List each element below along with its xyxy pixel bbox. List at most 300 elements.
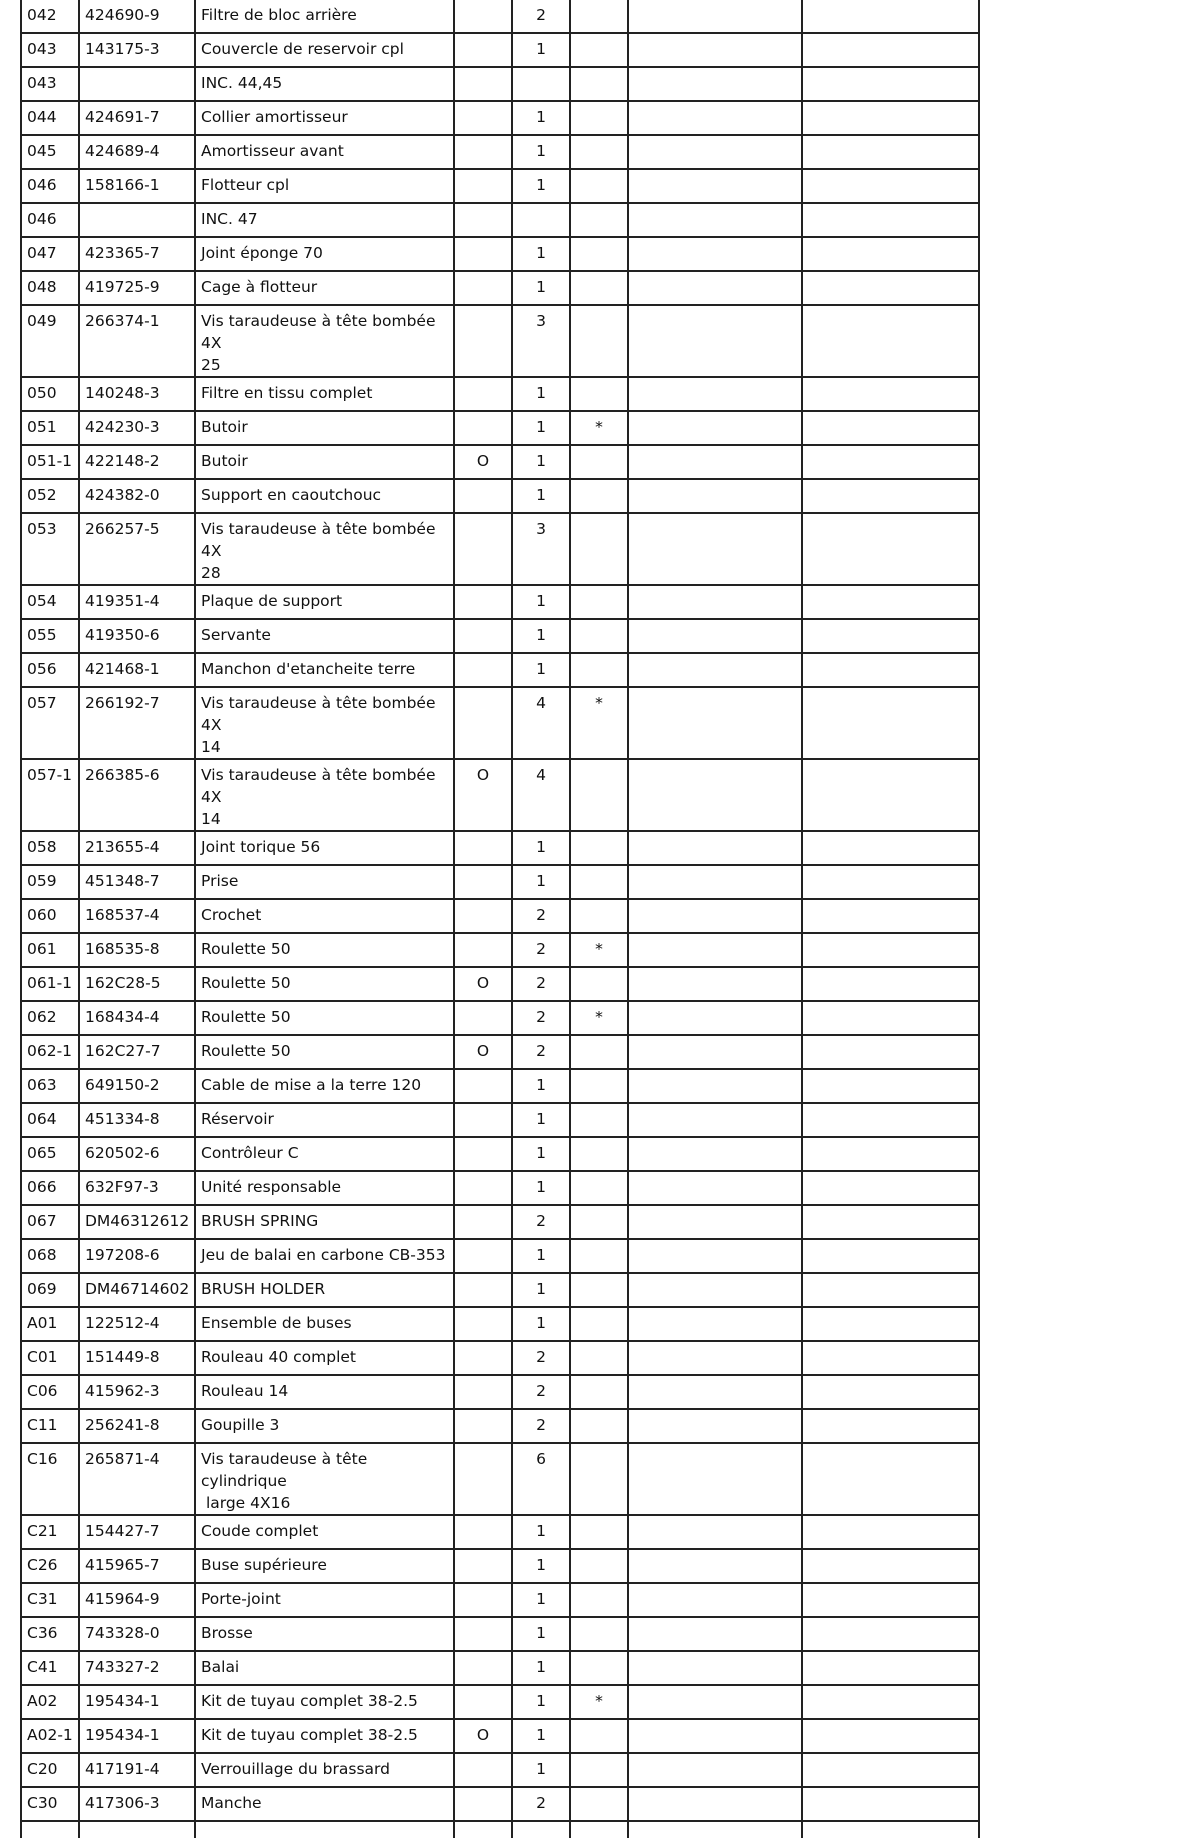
table-row bbox=[21, 1375, 979, 1409]
marker-cell bbox=[570, 101, 628, 135]
empty-cell bbox=[628, 1583, 802, 1617]
table-row-partial bbox=[21, 1821, 979, 1838]
empty-cell bbox=[802, 513, 979, 585]
table-row bbox=[21, 1205, 979, 1239]
empty-cell bbox=[628, 1685, 802, 1719]
quantity-cell: 1 bbox=[512, 445, 570, 479]
description-cell: Joint éponge 70 bbox=[195, 237, 454, 271]
description-cell: Manchon d'etancheite terre bbox=[195, 653, 454, 687]
marker-cell: * bbox=[570, 1685, 628, 1719]
table-row bbox=[21, 271, 979, 305]
empty-cell bbox=[628, 1375, 802, 1409]
marker-cell: * bbox=[570, 687, 628, 759]
marker-cell bbox=[570, 1239, 628, 1273]
description-cell: Vis taraudeuse à tête bombée 4X 14 bbox=[195, 687, 454, 759]
quantity-cell: 2 bbox=[512, 1409, 570, 1443]
empty-cell bbox=[802, 1171, 979, 1205]
quantity-cell: 1 bbox=[512, 1617, 570, 1651]
description-cell: Prise bbox=[195, 865, 454, 899]
table-row bbox=[21, 759, 979, 831]
item-number-cell: C31 bbox=[21, 1583, 79, 1617]
part-number-cell: 168535-8 bbox=[79, 933, 195, 967]
item-number-cell: 046 bbox=[21, 169, 79, 203]
quantity-cell: 6 bbox=[512, 1443, 570, 1515]
option-cell bbox=[454, 0, 512, 33]
quantity-cell: 3 bbox=[512, 305, 570, 377]
table-row bbox=[21, 1273, 979, 1307]
empty-cell bbox=[628, 1787, 802, 1821]
part-number-cell: 743328-0 bbox=[79, 1617, 195, 1651]
option-cell bbox=[454, 479, 512, 513]
item-number-cell: 051-1 bbox=[21, 445, 79, 479]
table-row bbox=[21, 865, 979, 899]
marker-cell bbox=[570, 1549, 628, 1583]
description-cell: Roulette 50 bbox=[195, 1035, 454, 1069]
item-number-cell: 066 bbox=[21, 1171, 79, 1205]
empty-cell bbox=[628, 1103, 802, 1137]
marker-cell: * bbox=[570, 1001, 628, 1035]
part-number-cell: 417191-4 bbox=[79, 1753, 195, 1787]
empty-cell bbox=[628, 1273, 802, 1307]
option-cell bbox=[454, 1617, 512, 1651]
part-number-cell: 168537-4 bbox=[79, 899, 195, 933]
part-number-cell bbox=[79, 203, 195, 237]
part-number-cell: 195434-1 bbox=[79, 1685, 195, 1719]
empty-cell bbox=[802, 687, 979, 759]
part-number-cell: 419725-9 bbox=[79, 271, 195, 305]
option-cell bbox=[454, 1171, 512, 1205]
quantity-cell: 4 bbox=[512, 759, 570, 831]
part-number-cell: 424690-9 bbox=[79, 0, 195, 33]
option-cell: O bbox=[454, 1719, 512, 1753]
empty-cell bbox=[195, 1821, 454, 1838]
empty-cell bbox=[628, 411, 802, 445]
description-cell: Vis taraudeuse à tête bombée 4X 28 bbox=[195, 513, 454, 585]
empty-cell bbox=[802, 1069, 979, 1103]
empty-cell bbox=[628, 585, 802, 619]
option-cell bbox=[454, 513, 512, 585]
option-cell bbox=[454, 101, 512, 135]
empty-cell bbox=[802, 1821, 979, 1838]
empty-cell bbox=[802, 1035, 979, 1069]
part-number-cell: 424689-4 bbox=[79, 135, 195, 169]
quantity-cell: 1 bbox=[512, 1171, 570, 1205]
quantity-cell: 1 bbox=[512, 479, 570, 513]
part-number-cell: 140248-3 bbox=[79, 377, 195, 411]
description-cell: Manche bbox=[195, 1787, 454, 1821]
description-cell: Rouleau 14 bbox=[195, 1375, 454, 1409]
part-number-cell: 415965-7 bbox=[79, 1549, 195, 1583]
item-number-cell: 055 bbox=[21, 619, 79, 653]
marker-cell bbox=[570, 67, 628, 101]
empty-cell bbox=[628, 203, 802, 237]
table-row bbox=[21, 1787, 979, 1821]
option-cell bbox=[454, 1307, 512, 1341]
table-row bbox=[21, 513, 979, 585]
marker-cell bbox=[570, 1375, 628, 1409]
empty-cell bbox=[628, 271, 802, 305]
part-number-cell: DM46312612 bbox=[79, 1205, 195, 1239]
item-number-cell: 057 bbox=[21, 687, 79, 759]
empty-cell bbox=[628, 899, 802, 933]
option-cell bbox=[454, 1753, 512, 1787]
part-number-cell: 632F97-3 bbox=[79, 1171, 195, 1205]
option-cell bbox=[454, 1239, 512, 1273]
table-row bbox=[21, 305, 979, 377]
item-number-cell: 062-1 bbox=[21, 1035, 79, 1069]
table-row bbox=[21, 1651, 979, 1685]
quantity-cell: 1 bbox=[512, 831, 570, 865]
empty-cell bbox=[802, 1341, 979, 1375]
item-number-cell: C41 bbox=[21, 1651, 79, 1685]
option-cell bbox=[454, 271, 512, 305]
quantity-cell: 1 bbox=[512, 411, 570, 445]
item-number-cell: 049 bbox=[21, 305, 79, 377]
empty-cell bbox=[802, 479, 979, 513]
empty-cell bbox=[802, 1617, 979, 1651]
item-number-cell: C36 bbox=[21, 1617, 79, 1651]
quantity-cell: 1 bbox=[512, 585, 570, 619]
table-row bbox=[21, 933, 979, 967]
marker-cell bbox=[570, 0, 628, 33]
description-cell: Balai bbox=[195, 1651, 454, 1685]
quantity-cell: 2 bbox=[512, 0, 570, 33]
table-row bbox=[21, 411, 979, 445]
marker-cell bbox=[570, 1035, 628, 1069]
option-cell bbox=[454, 135, 512, 169]
item-number-cell: 050 bbox=[21, 377, 79, 411]
empty-cell bbox=[802, 585, 979, 619]
option-cell bbox=[454, 203, 512, 237]
table-row bbox=[21, 135, 979, 169]
item-number-cell: 060 bbox=[21, 899, 79, 933]
item-number-cell: 044 bbox=[21, 101, 79, 135]
item-number-cell: 051 bbox=[21, 411, 79, 445]
empty-cell bbox=[802, 33, 979, 67]
option-cell bbox=[454, 67, 512, 101]
empty-cell bbox=[628, 1171, 802, 1205]
option-cell bbox=[454, 1443, 512, 1515]
marker-cell bbox=[570, 619, 628, 653]
item-number-cell: 067 bbox=[21, 1205, 79, 1239]
description-cell: Cable de mise a la terre 120 bbox=[195, 1069, 454, 1103]
description-cell: INC. 44,45 bbox=[195, 67, 454, 101]
part-number-cell: 424230-3 bbox=[79, 411, 195, 445]
description-cell: Roulette 50 bbox=[195, 1001, 454, 1035]
part-number-cell: 162C27-7 bbox=[79, 1035, 195, 1069]
empty-cell bbox=[802, 1719, 979, 1753]
empty-cell bbox=[802, 377, 979, 411]
empty-cell bbox=[802, 1375, 979, 1409]
table-row bbox=[21, 1103, 979, 1137]
option-cell bbox=[454, 1103, 512, 1137]
empty-cell bbox=[802, 1001, 979, 1035]
part-number-cell: 415962-3 bbox=[79, 1375, 195, 1409]
option-cell bbox=[454, 237, 512, 271]
empty-cell bbox=[628, 1719, 802, 1753]
empty-cell bbox=[802, 0, 979, 33]
option-cell bbox=[454, 1651, 512, 1685]
part-number-cell: 143175-3 bbox=[79, 33, 195, 67]
part-number-cell: DM46714602 bbox=[79, 1273, 195, 1307]
marker-cell bbox=[570, 1515, 628, 1549]
quantity-cell: 3 bbox=[512, 513, 570, 585]
quantity-cell: 1 bbox=[512, 33, 570, 67]
empty-cell bbox=[802, 1205, 979, 1239]
marker-cell bbox=[570, 237, 628, 271]
marker-cell bbox=[570, 1137, 628, 1171]
table-row bbox=[21, 1719, 979, 1753]
table-row bbox=[21, 479, 979, 513]
item-number-cell: 057-1 bbox=[21, 759, 79, 831]
quantity-cell bbox=[512, 67, 570, 101]
part-number-cell: 451334-8 bbox=[79, 1103, 195, 1137]
marker-cell bbox=[570, 865, 628, 899]
part-number-cell: 417306-3 bbox=[79, 1787, 195, 1821]
option-cell bbox=[454, 1515, 512, 1549]
empty-cell bbox=[802, 1273, 979, 1307]
description-cell: Verrouillage du brassard bbox=[195, 1753, 454, 1787]
table-row bbox=[21, 67, 979, 101]
empty-cell bbox=[802, 1685, 979, 1719]
empty-cell bbox=[802, 1409, 979, 1443]
description-cell: Porte-joint bbox=[195, 1583, 454, 1617]
table-row bbox=[21, 1617, 979, 1651]
empty-cell bbox=[454, 1821, 512, 1838]
part-number-cell: 195434-1 bbox=[79, 1719, 195, 1753]
marker-cell bbox=[570, 135, 628, 169]
option-cell: O bbox=[454, 1035, 512, 1069]
marker-cell bbox=[570, 653, 628, 687]
option-cell bbox=[454, 1375, 512, 1409]
marker-cell bbox=[570, 1103, 628, 1137]
option-cell bbox=[454, 1205, 512, 1239]
empty-cell bbox=[628, 479, 802, 513]
marker-cell bbox=[570, 1787, 628, 1821]
description-cell: Amortisseur avant bbox=[195, 135, 454, 169]
empty-cell bbox=[79, 1821, 195, 1838]
empty-cell bbox=[628, 305, 802, 377]
part-number-cell: 620502-6 bbox=[79, 1137, 195, 1171]
item-number-cell: A02 bbox=[21, 1685, 79, 1719]
empty-cell bbox=[802, 653, 979, 687]
table-row bbox=[21, 1549, 979, 1583]
part-number-cell: 424691-7 bbox=[79, 101, 195, 135]
description-cell: Cage à flotteur bbox=[195, 271, 454, 305]
part-number-cell: 151449-8 bbox=[79, 1341, 195, 1375]
option-cell bbox=[454, 1137, 512, 1171]
description-cell: BRUSH SPRING bbox=[195, 1205, 454, 1239]
description-cell: Crochet bbox=[195, 899, 454, 933]
part-number-cell: 266374-1 bbox=[79, 305, 195, 377]
option-cell bbox=[454, 1583, 512, 1617]
option-cell bbox=[454, 1273, 512, 1307]
item-number-cell: 065 bbox=[21, 1137, 79, 1171]
item-number-cell: 047 bbox=[21, 237, 79, 271]
table-row bbox=[21, 1443, 979, 1515]
marker-cell bbox=[570, 585, 628, 619]
marker-cell bbox=[570, 1069, 628, 1103]
empty-cell bbox=[802, 67, 979, 101]
option-cell bbox=[454, 585, 512, 619]
part-number-cell: 162C28-5 bbox=[79, 967, 195, 1001]
quantity-cell: 1 bbox=[512, 1549, 570, 1583]
description-cell: Rouleau 40 complet bbox=[195, 1341, 454, 1375]
empty-cell bbox=[802, 1137, 979, 1171]
empty-cell bbox=[628, 653, 802, 687]
table-row bbox=[21, 687, 979, 759]
empty-cell bbox=[628, 445, 802, 479]
item-number-cell: C20 bbox=[21, 1753, 79, 1787]
option-cell bbox=[454, 619, 512, 653]
empty-cell bbox=[802, 1239, 979, 1273]
empty-cell bbox=[802, 1103, 979, 1137]
quantity-cell: 1 bbox=[512, 271, 570, 305]
empty-cell bbox=[628, 933, 802, 967]
description-cell: Brosse bbox=[195, 1617, 454, 1651]
description-cell: BRUSH HOLDER bbox=[195, 1273, 454, 1307]
marker-cell bbox=[570, 831, 628, 865]
empty-cell bbox=[628, 687, 802, 759]
quantity-cell: 1 bbox=[512, 1069, 570, 1103]
marker-cell bbox=[570, 203, 628, 237]
description-cell: INC. 47 bbox=[195, 203, 454, 237]
table-row bbox=[21, 1001, 979, 1035]
option-cell bbox=[454, 1549, 512, 1583]
quantity-cell: 1 bbox=[512, 1273, 570, 1307]
empty-cell bbox=[628, 1307, 802, 1341]
description-cell: Filtre de bloc arrière bbox=[195, 0, 454, 33]
item-number-cell: 054 bbox=[21, 585, 79, 619]
description-cell: Jeu de balai en carbone CB-353 bbox=[195, 1239, 454, 1273]
table-row bbox=[21, 203, 979, 237]
description-cell: Servante bbox=[195, 619, 454, 653]
empty-cell bbox=[628, 831, 802, 865]
description-cell: Vis taraudeuse à tête bombée 4X 14 bbox=[195, 759, 454, 831]
part-number-cell: 266192-7 bbox=[79, 687, 195, 759]
marker-cell bbox=[570, 1273, 628, 1307]
marker-cell bbox=[570, 1753, 628, 1787]
table-row bbox=[21, 169, 979, 203]
empty-cell bbox=[802, 237, 979, 271]
item-number-cell: C06 bbox=[21, 1375, 79, 1409]
description-cell: Goupille 3 bbox=[195, 1409, 454, 1443]
part-number-cell: 451348-7 bbox=[79, 865, 195, 899]
option-cell bbox=[454, 1409, 512, 1443]
description-cell: Réservoir bbox=[195, 1103, 454, 1137]
marker-cell bbox=[570, 1719, 628, 1753]
item-number-cell: A01 bbox=[21, 1307, 79, 1341]
option-cell bbox=[454, 933, 512, 967]
quantity-cell: 1 bbox=[512, 1753, 570, 1787]
marker-cell bbox=[570, 1205, 628, 1239]
quantity-cell: 1 bbox=[512, 1103, 570, 1137]
table-row bbox=[21, 653, 979, 687]
empty-cell bbox=[628, 1001, 802, 1035]
empty-cell bbox=[628, 759, 802, 831]
empty-cell bbox=[628, 1753, 802, 1787]
empty-cell bbox=[512, 1821, 570, 1838]
empty-cell bbox=[802, 831, 979, 865]
description-cell: Ensemble de buses bbox=[195, 1307, 454, 1341]
marker-cell bbox=[570, 1651, 628, 1685]
empty-cell bbox=[802, 101, 979, 135]
item-number-cell: 052 bbox=[21, 479, 79, 513]
part-number-cell: 423365-7 bbox=[79, 237, 195, 271]
part-number-cell: 424382-0 bbox=[79, 479, 195, 513]
item-number-cell: 061-1 bbox=[21, 967, 79, 1001]
empty-cell bbox=[570, 1821, 628, 1838]
table-row bbox=[21, 1239, 979, 1273]
marker-cell bbox=[570, 1583, 628, 1617]
empty-cell bbox=[802, 967, 979, 1001]
table-row bbox=[21, 1307, 979, 1341]
marker-cell bbox=[570, 759, 628, 831]
empty-cell bbox=[802, 1583, 979, 1617]
quantity-cell: 1 bbox=[512, 1515, 570, 1549]
option-cell bbox=[454, 169, 512, 203]
empty-cell bbox=[628, 1515, 802, 1549]
table-row bbox=[21, 899, 979, 933]
quantity-cell: 1 bbox=[512, 619, 570, 653]
empty-cell bbox=[628, 0, 802, 33]
marker-cell bbox=[570, 1307, 628, 1341]
empty-cell bbox=[628, 1549, 802, 1583]
empty-cell bbox=[628, 1617, 802, 1651]
empty-cell bbox=[628, 101, 802, 135]
item-number-cell: 048 bbox=[21, 271, 79, 305]
option-cell: O bbox=[454, 967, 512, 1001]
empty-cell bbox=[802, 305, 979, 377]
empty-cell bbox=[628, 967, 802, 1001]
marker-cell bbox=[570, 1341, 628, 1375]
quantity-cell: 1 bbox=[512, 169, 570, 203]
option-cell bbox=[454, 1341, 512, 1375]
empty-cell bbox=[802, 933, 979, 967]
quantity-cell: 1 bbox=[512, 653, 570, 687]
quantity-cell: 2 bbox=[512, 1375, 570, 1409]
description-cell: Butoir bbox=[195, 445, 454, 479]
table-row bbox=[21, 967, 979, 1001]
marker-cell bbox=[570, 1171, 628, 1205]
option-cell bbox=[454, 377, 512, 411]
quantity-cell: 1 bbox=[512, 1137, 570, 1171]
empty-cell bbox=[802, 411, 979, 445]
quantity-cell: 1 bbox=[512, 865, 570, 899]
marker-cell bbox=[570, 967, 628, 1001]
empty-cell bbox=[628, 1239, 802, 1273]
item-number-cell: C11 bbox=[21, 1409, 79, 1443]
part-number-cell: 419350-6 bbox=[79, 619, 195, 653]
option-cell bbox=[454, 865, 512, 899]
quantity-cell: 1 bbox=[512, 135, 570, 169]
description-cell: Flotteur cpl bbox=[195, 169, 454, 203]
description-cell: Buse supérieure bbox=[195, 1549, 454, 1583]
part-number-cell: 158166-1 bbox=[79, 169, 195, 203]
table-row bbox=[21, 1035, 979, 1069]
description-cell: Filtre en tissu complet bbox=[195, 377, 454, 411]
description-cell: Butoir bbox=[195, 411, 454, 445]
table-row bbox=[21, 1515, 979, 1549]
description-cell: Kit de tuyau complet 38-2.5 bbox=[195, 1685, 454, 1719]
table-row bbox=[21, 585, 979, 619]
marker-cell bbox=[570, 169, 628, 203]
description-cell: Coude complet bbox=[195, 1515, 454, 1549]
empty-cell bbox=[628, 865, 802, 899]
quantity-cell: 1 bbox=[512, 237, 570, 271]
quantity-cell: 4 bbox=[512, 687, 570, 759]
item-number-cell: 063 bbox=[21, 1069, 79, 1103]
